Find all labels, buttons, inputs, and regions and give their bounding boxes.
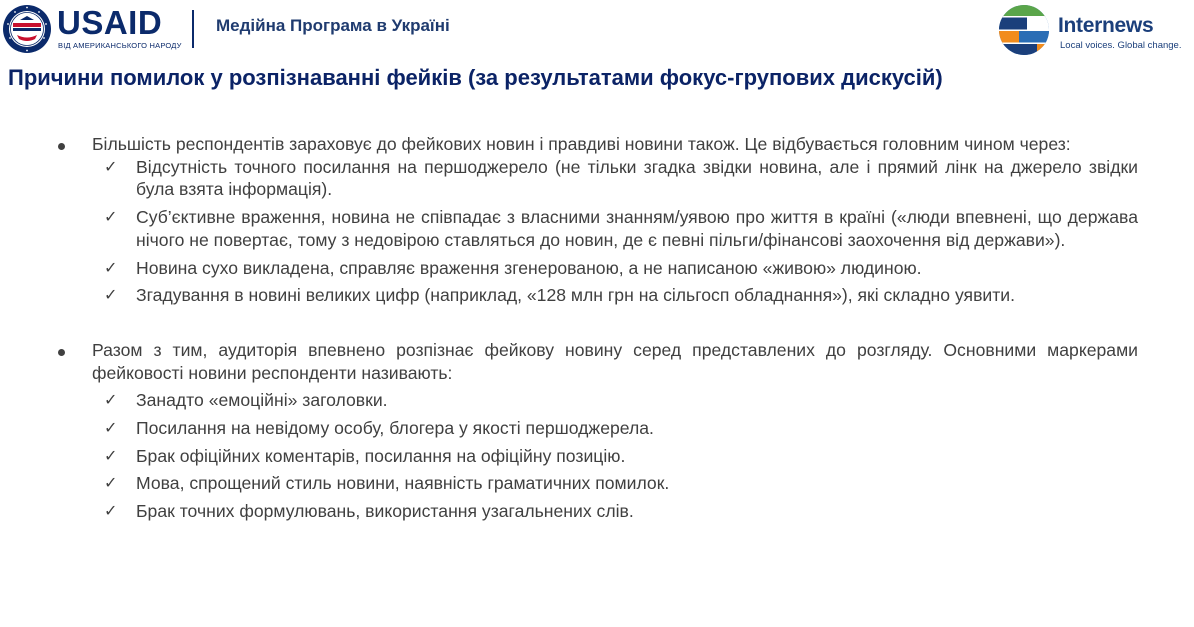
list-item — [56, 206, 1138, 251]
list-item-text: Згадування в новині великих цифр (наприклад, «128 млн грн на сільгосп обладнання»), які складно уявити. — [136, 285, 1016, 306]
list-item-text: Посилання на невідому особу, блогера у якості першоджерела. — [136, 418, 654, 439]
list-item-text: Відсутність точного посилання на першоджерело (не тільки згадка звідки новина, але і прямий лінк на джерело звідки була взята інформація). — [136, 156, 1138, 200]
bullet-2-text: Разом з тим, аудиторія впевнено розпізнає фейкову новину серед представлених до розгляду. Основними маркерами фейковості новини респонденти називають: — [92, 339, 1138, 383]
list-item — [56, 156, 1138, 201]
check-mark-icon: ✓ — [104, 418, 118, 438]
usaid-wordmark-block — [57, 6, 183, 52]
program-title: Медійна Програма в Україні — [216, 16, 450, 35]
check-mark-icon: ✓ — [104, 285, 118, 305]
bullet-dot-icon — [58, 143, 65, 150]
check-mark-icon: ✓ — [104, 257, 118, 277]
bullet-1 — [56, 133, 1138, 156]
usaid-subtitle: ВІД АМЕРИКАНСЬКОГО НАРОДУ — [58, 41, 182, 50]
bullet-2 — [56, 339, 1138, 384]
header-divider — [192, 10, 194, 48]
list-item-text: Брак офіційних коментарів, посилання на офіційну позицію. — [136, 445, 626, 466]
check-mark-icon: ✓ — [104, 156, 118, 176]
list-item-text: Новина сухо викладена, справляє враження згенерованою, а не написаною «живою» людиною. — [136, 257, 922, 278]
usaid-wordmark: USAID — [57, 4, 163, 41]
check-mark-icon: ✓ — [104, 445, 118, 465]
list-item-text: Суб’єктивне враження, новина не співпадає з власними знанням/уявою про життя в країні («люди впевнені, що держава нічого не повертає, тому з недовірою ставляться до новин, де є певні пільги/фінансові заохочення від держави»). — [136, 207, 1138, 250]
list-item — [56, 389, 1138, 412]
list-item — [56, 472, 1138, 495]
check-mark-icon: ✓ — [104, 501, 118, 521]
list-item — [56, 500, 1138, 523]
usaid-seal-logo — [2, 4, 52, 54]
list-item — [56, 257, 1138, 280]
list-item — [56, 445, 1138, 468]
slide-title: Причини помилок у розпізнаванні фейків (за результатами фокус-групових дискусій) — [8, 65, 943, 90]
list-item-text: Мова, спрощений стиль новини, наявність граматичних помилок. — [136, 473, 670, 494]
internews-logo — [997, 3, 1053, 56]
bullet-1-text: Більшість респондентів зараховує до фейкових новин і правдиві новини також. Це відбувається головним чином через: — [92, 134, 1071, 154]
internews-tagline: Local voices. Global change. — [1060, 40, 1182, 51]
bullet-1-sublist — [56, 156, 1138, 307]
list-item-text: Занадто «емоційні» заголовки. — [136, 390, 388, 411]
check-mark-icon: ✓ — [104, 473, 118, 493]
list-item — [56, 417, 1138, 440]
list-item — [56, 284, 1138, 307]
bullet-2-sublist — [56, 389, 1138, 523]
slide-header — [0, 0, 1194, 58]
check-mark-icon: ✓ — [104, 390, 118, 410]
slide-content — [56, 133, 1138, 523]
bullet-dot-icon — [58, 349, 65, 356]
check-mark-icon: ✓ — [104, 207, 118, 227]
internews-wordmark: Internews — [1058, 14, 1154, 37]
list-item-text: Брак точних формулювань, використання узагальнених слів. — [136, 501, 634, 522]
